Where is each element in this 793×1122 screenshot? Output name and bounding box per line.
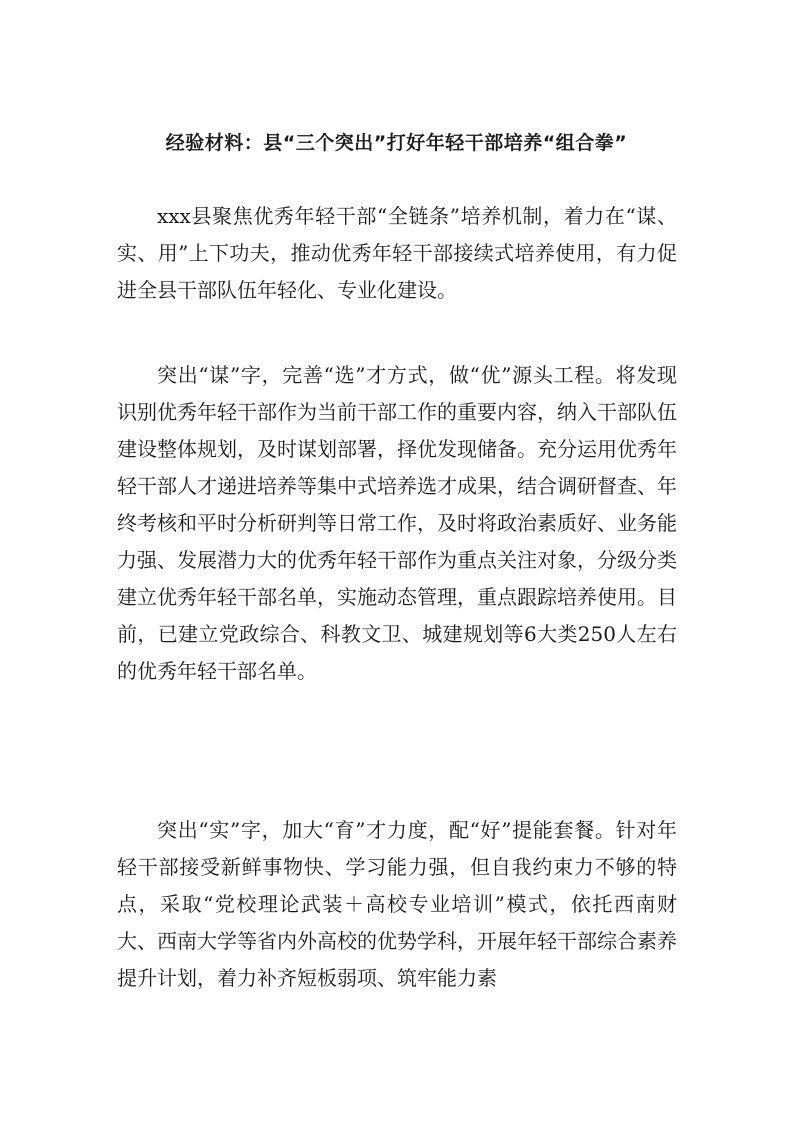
- document-title: 经验材料：县“三个突出”打好年轻干部培养“组合拳”: [165, 132, 628, 154]
- paragraph-intro: xxx县聚焦优秀年轻干部“全链条”培养机制，着力在“谋、实、用”上下功夫，推动优秀年轻干部接续式培养使用，有力促进全县干部队伍年轻化、专业化建设。: [117, 204, 677, 302]
- paragraph-section-mou: 突出“谋”字，完善“选”才方式，做“优”源头工程。将发现识别优秀年轻干部作为当前干部工作的重要内容，纳入干部队伍建设整体规划，及时谋划部署，择优发现储备。充分运用优秀年轻干部人才递进培养等集中式培养选才成果，结合调研督查、年终考核和平时分析研判等日常工作，及时将政治素质好、业务能力强、发展潜力大的优秀年轻干部作为重点关注对象，分级分类建立优秀年轻干部名单，实施动态管理，重点跟踪培养使用。目前，已建立党政综合、科教文卫、城建规划等6大类250人左右的优秀年轻干部名单。: [117, 363, 677, 683]
- paragraph-section-shi: 突出“实”字，加大“育”才力度，配“好”提能套餐。针对年轻干部接受新鲜事物快、学习能力强，但自我约束力不够的特点，采取“党校理论武装＋高校专业培训”模式，依托西南财大、西南大学等省内外高校的优势学科，开展年轻干部综合素养提升计划，着力补齐短板弱项、筑牢能力素: [117, 818, 677, 990]
